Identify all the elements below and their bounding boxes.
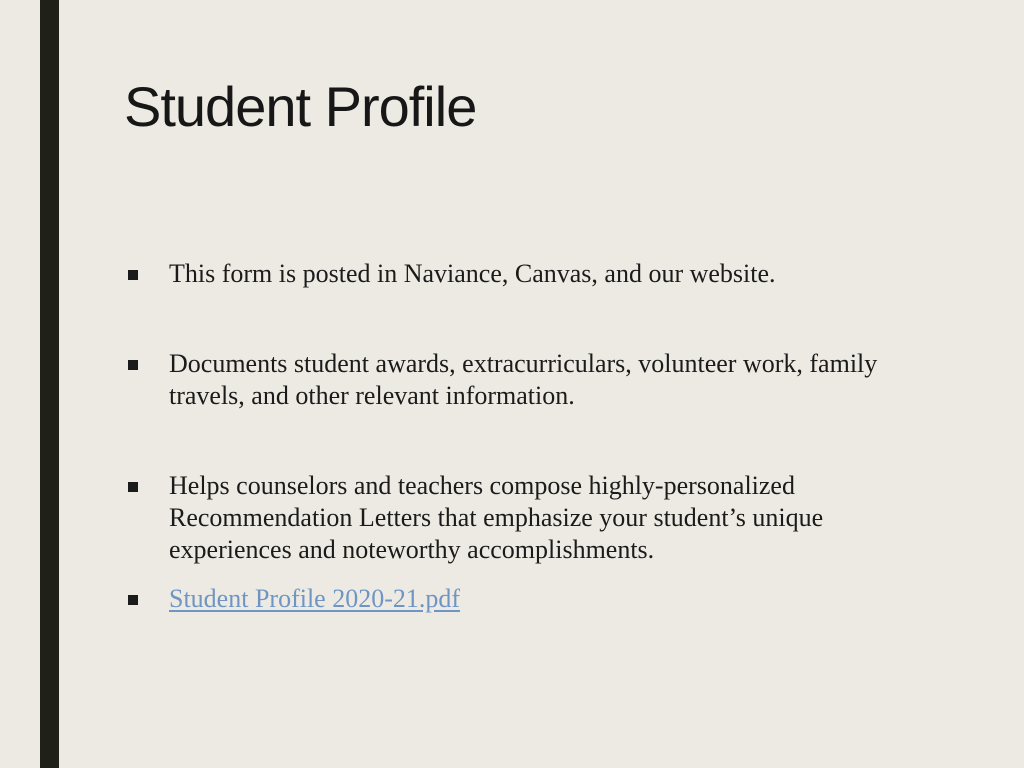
accent-bar [40,0,59,768]
slide-title: Student Profile [124,75,477,138]
bullet-text: Documents student awards, extracurriculars, volunteer work, family travels, and other relevant information. [169,349,878,410]
bullet-text: This form is posted in Naviance, Canvas, and our website. [169,259,776,288]
square-bullet-icon [128,270,138,280]
square-bullet-icon [128,595,138,605]
square-bullet-icon [128,360,138,370]
bullet-text: Helps counselors and teachers compose highly-personalized Recommendation Letters that emphasize your student’s unique experiences and noteworthy accomplishments. [169,471,824,564]
square-bullet-icon [128,482,138,492]
bullet-list [124,258,944,615]
list-item [124,583,944,615]
list-item [124,470,944,566]
pdf-link[interactable]: Student Profile 2020-21.pdf [169,584,461,613]
list-item [124,348,944,412]
list-item [124,258,944,290]
